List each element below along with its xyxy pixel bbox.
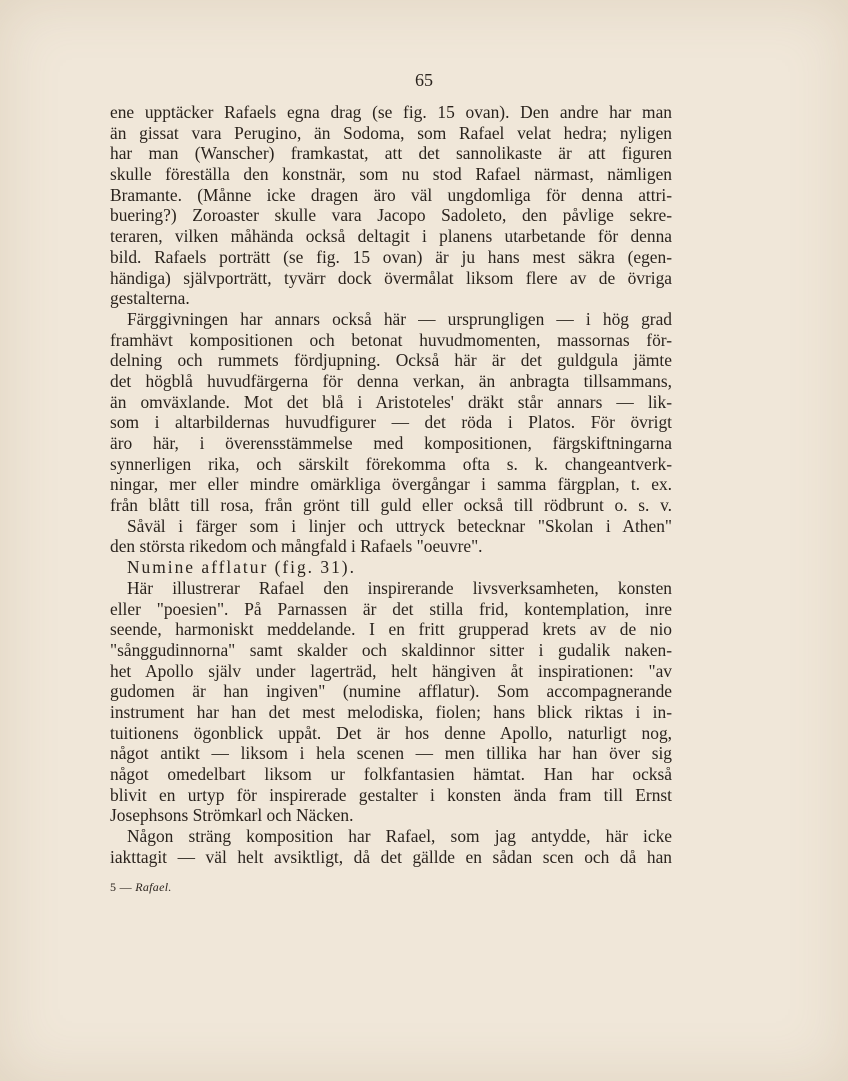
footer-signature xyxy=(110,880,172,895)
text-line: något antikt — liksom i hela scenen — men tillika har han över sig xyxy=(110,743,672,764)
text-line: Bramante. (Månne icke dragen äro väl ungdomliga för denna attri- xyxy=(110,184,672,205)
text-line: gudomen är han ingiven" (numine afflatur). Som accompagnerande xyxy=(110,681,672,702)
signature-number: 5 — xyxy=(110,880,132,894)
text-line: framhävt kompositionen och betonat huvudmomenten, massornas för- xyxy=(110,329,672,350)
text-line: iakttagit — väl helt avsiktligt, då det gällde en sådan scen och då han xyxy=(110,846,672,867)
signature-title: Rafael. xyxy=(135,880,172,894)
text-line: buering?) Zoroaster skulle vara Jacopo Sadoleto, den påvlige sekre- xyxy=(110,205,672,226)
text-line: "sånggudinnorna" samt skalder och skaldinnor sitter i gudalik naken- xyxy=(110,639,672,660)
text-line: än omväxlande. Mot det blå i Aristoteles' dräkt står annars — lik- xyxy=(110,391,672,412)
text-line: skulle föreställa den konstnär, som nu stod Rafael närmast, nämligen xyxy=(110,164,672,185)
text-line: eller "poesien". På Parnassen är det stilla frid, kontemplation, inre xyxy=(110,598,672,619)
text-line: bild. Rafaels porträtt (se fig. 15 ovan) är ju hans mest säkra (egen- xyxy=(110,246,672,267)
text-line: gestalterna. xyxy=(110,288,190,309)
text-line: den största rikedom och mångfald i Rafaels "oeuvre". xyxy=(110,536,483,557)
text-line: har man (Wanscher) framkastat, att det sannolikaste är att figuren xyxy=(110,143,672,164)
text-line: delning och rummets fördjupning. Också här är det guldgula jämte xyxy=(110,350,672,371)
text-line: het Apollo själv under lagerträd, helt hängiven åt inspirationen: "av xyxy=(110,660,672,681)
text-line: äro här, i överensstämmelse med kompositionen, färgskiftningarna xyxy=(110,433,672,453)
text-line: Såväl i färger som i linjer och uttryck betecknar "Skolan i Athen" xyxy=(127,515,672,536)
text-line: ene upptäcker Rafaels egna drag (se fig. 15 ovan). Den andre har man xyxy=(110,102,672,122)
text-line: något omedelbart liksom ur folkfantasien hämtat. Han har också xyxy=(110,764,672,784)
text-line: Färggivningen har annars också här — ursprungligen — i hög grad xyxy=(127,308,672,329)
text-line: synnerligen rika, och särskilt förekomma ofta s. k. changeantverk- xyxy=(110,453,672,474)
text-line: seende, harmoniskt meddelande. I en fritt grupperad krets av de nio xyxy=(110,619,672,640)
page-number: 65 xyxy=(415,70,433,90)
text-line: ningar, mer eller mindre omärkliga övergångar i samma färgplan, t. ex. xyxy=(110,474,672,495)
text-line: från blått till rosa, från grönt till guld eller också till rödbrunt o. s. v. xyxy=(110,495,672,516)
text-line: blivit en urtyp för inspirerade gestalter i konsten ända fram till Ernst xyxy=(110,784,672,805)
text-line: teraren, vilken måhända också deltagit i planens utarbetande för denna xyxy=(110,226,672,247)
text-line: Någon sträng komposition har Rafael, som jag antydde, här icke xyxy=(127,826,672,847)
text-line: det högblå huvudfärgerna för denna verkan, än anbragta tillsammans, xyxy=(110,370,672,391)
text-line: instrument har han det mest melodiska, fiolen; hans blick riktas i in- xyxy=(110,701,672,722)
text-line: som i altarbildernas huvudfigurer — det röda i Platos. För övrigt xyxy=(110,412,672,433)
text-line: än gissat vara Perugino, än Sodoma, som Rafael velat hedra; nyligen xyxy=(110,122,672,143)
text-line: Josephsons Strömkarl och Näcken. xyxy=(110,805,354,826)
text-line: Här illustrerar Rafael den inspirerande livsverksamheten, konsten xyxy=(127,577,672,598)
text-line: händiga) självporträtt, tyvärr dock övermålat liksom flere av de övriga xyxy=(110,267,672,288)
text-line: tuitionens ögonblick uppåt. Det är hos denne Apollo, naturligt nog, xyxy=(110,722,672,743)
body-text xyxy=(110,102,672,867)
text-line: Numine afflatur (fig. 31). xyxy=(127,557,356,578)
